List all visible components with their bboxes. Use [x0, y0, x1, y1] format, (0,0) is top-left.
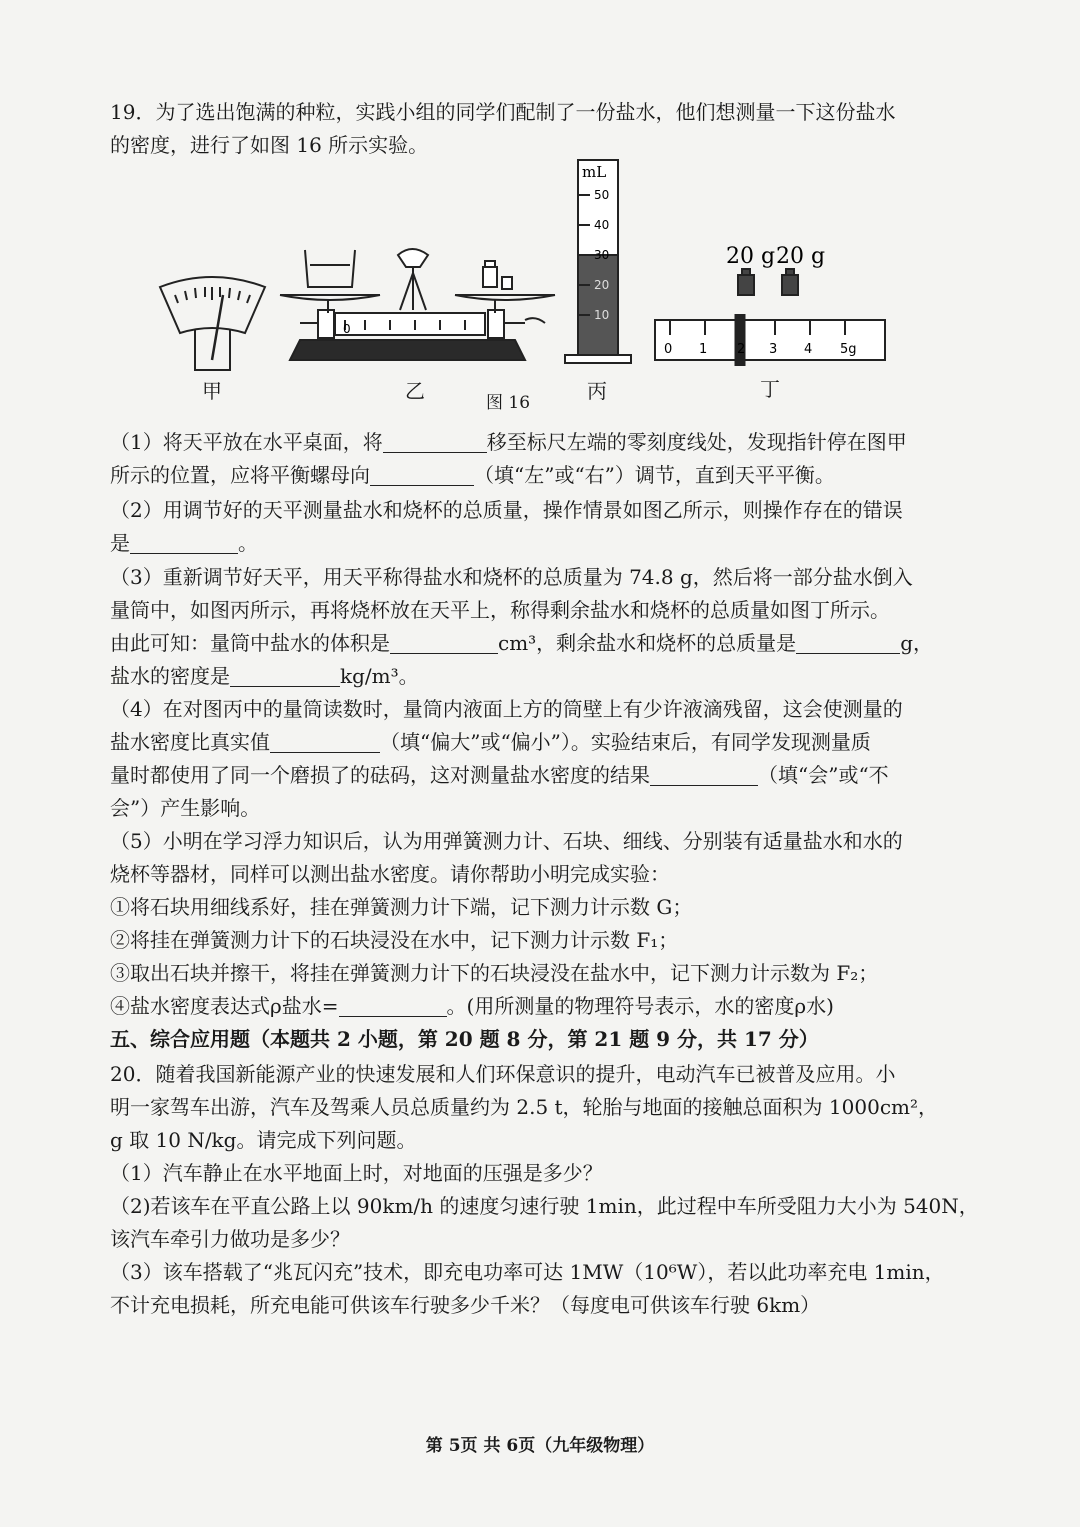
q19-part5-line-2: 烧杯等器材，同样可以测出盐水密度。请你帮助小明完成实验： — [110, 862, 670, 886]
cylinder-unit: mL — [582, 163, 607, 181]
q19-part3-line-1: （3）重新调节好天平，用天平称得盐水和烧杯的总质量为 74.8 g，然后将一部分盐水倒入 — [110, 565, 913, 589]
cylinder-tick-10: 10 — [594, 308, 610, 322]
q19-step-3: ③取出石块并擦干，将挂在弹簧测力计下的石块浸没在盐水中，记下测力计示数为 F₂； — [110, 961, 879, 985]
scale-tick-4: 4 — [804, 342, 813, 357]
figure-label-jia: 甲 — [202, 379, 222, 403]
q19-part4-line-2 — [110, 726, 980, 759]
q20-question-2-line-1: （2)若该车在平直公路上以 90km/h 的速度匀速行驶 1min，此过程中车所受阻力大小为 540N， — [110, 1194, 979, 1218]
balance-scale-zero: 0 — [343, 322, 351, 336]
figure-16 — [150, 155, 890, 413]
q19-p3-text-f: 盐水的密度是 — [110, 664, 230, 688]
answer-blank-5[interactable] — [796, 631, 900, 654]
q19-p4-text-c: （填“偏大”或“偏小”）。实验结束后，有同学发现测量质 — [380, 730, 871, 754]
figure-16-drawing — [150, 155, 890, 410]
q20-intro-line-2: 明一家驾车出游，汽车及驾乘人员总质量约为 2.5 t，轮胎与地面的接触总面积为 1000cm²， — [110, 1095, 938, 1119]
answer-blank-1[interactable] — [383, 430, 487, 453]
figure-label-ding: 丁 — [760, 377, 780, 401]
weight-label-1: 20 g — [726, 244, 776, 269]
q19-p1-text-b: 移至标尺左端的零刻度线处，发现指针停在图甲 — [486, 430, 907, 454]
q19-part3-line-2: 量筒中，如图丙所示，再将烧杯放在天平上，称得剩余盐水和烧杯的总质量如图丁所示。 — [110, 598, 890, 622]
q19-part2-line-1: （2）用调节好的天平测量盐水和烧杯的总质量，操作情景如图乙所示，则操作存在的错误 — [110, 498, 903, 522]
q19-s4-text-b: 。(用所测量的物理符号表示，水的密度ρ水) — [446, 994, 834, 1018]
q20-intro-line-1: 20．随着我国新能源产业的快速发展和人们环保意识的提升，电动汽车已被普及应用。小 — [110, 1062, 896, 1086]
scale-tick-3: 3 — [769, 342, 778, 357]
q19-step-2: ②将挂在弹簧测力计下的石块浸没在水中，记下测力计示数 F₁； — [110, 928, 679, 952]
q19-p1-text-a: （1）将天平放在水平桌面，将 — [110, 430, 383, 454]
q19-step-1: ①将石块用细线系好，挂在弹簧测力计下端，记下测力计示数 G； — [110, 895, 693, 919]
answer-blank-7[interactable] — [270, 730, 380, 753]
cylinder-tick-30: 30 — [594, 248, 610, 262]
figure-caption: 图 16 — [486, 393, 531, 413]
q19-p4-text-e: （填“会”或“不 — [758, 763, 889, 787]
balance-pointer-dial — [160, 277, 265, 370]
q19-p3-text-e: g， — [900, 631, 933, 655]
cylinder-tick-20: 20 — [594, 278, 610, 292]
cylinder-tick-50: 50 — [594, 188, 610, 202]
q19-p1-text-d: （填“左”或“右”）调节，直到天平平衡。 — [474, 463, 835, 487]
answer-blank-6[interactable] — [230, 664, 340, 687]
q20-intro-line-3: g 取 10 N/kg。请完成下列问题。 — [110, 1128, 417, 1152]
section-5-heading: 五、综合应用题（本题共 2 小题，第 20 题 8 分，第 21 题 9 分，共 17 分） — [110, 1027, 819, 1051]
q19-p3-text-g: kg/m³。 — [340, 664, 419, 688]
answer-blank-3[interactable] — [130, 531, 238, 554]
q19-p3-text-d: cm³，剩余盐水和烧杯的总质量是 — [498, 631, 797, 655]
weight-label-2: 20 g — [776, 244, 826, 269]
scale-tick-5g: 5g — [840, 342, 857, 357]
q19-p2-text-b: 是 — [110, 531, 130, 555]
q19-p2-text-c: 。 — [238, 531, 258, 555]
q19-part4-line-4: 会”）产生影响。 — [110, 796, 261, 820]
q19-p3-text-c: 由此可知：量筒中盐水的体积是 — [110, 631, 390, 655]
q19-part2-line-2 — [110, 527, 980, 560]
q19-intro-line-1: 19．为了选出饱满的种粒，实践小组的同学们配制了一份盐水，他们想测量一下这份盐水 — [110, 100, 896, 124]
q19-part1-line-1 — [110, 426, 980, 459]
figure-label-bing: 丙 — [587, 379, 607, 403]
q19-part4-line-1: （4）在对图丙中的量筒读数时，量筒内液面上方的筒壁上有少许液滴残留，这会使测量的 — [110, 697, 903, 721]
q19-s4-text-a: ④盐水密度表达式ρ盐水= — [110, 994, 339, 1018]
rider-scale — [655, 315, 885, 365]
figure-label-yi: 乙 — [405, 379, 425, 403]
q19-part1-line-2 — [110, 459, 980, 492]
scale-tick-1: 1 — [699, 342, 708, 357]
q19-p4-text-b: 盐水密度比真实值 — [110, 730, 270, 754]
balance-with-beaker — [280, 249, 555, 360]
answer-blank-8[interactable] — [650, 763, 758, 786]
answer-blank-2[interactable] — [370, 463, 474, 486]
q19-p1-text-c: 所示的位置，应将平衡螺母向 — [110, 463, 370, 487]
scale-rider — [736, 315, 745, 365]
q20-question-2-line-2: 该汽车牵引力做功是多少？ — [110, 1227, 350, 1251]
page-footer: 第 5页 共 6页（九年级物理） — [425, 1436, 655, 1456]
q19-part3-line-4 — [110, 660, 980, 693]
scale-tick-2: 2 — [737, 342, 746, 357]
q20-question-1: （1）汽车静止在水平地面上时，对地面的压强是多少？ — [110, 1161, 603, 1185]
q19-intro-line-2: 的密度，进行了如图 16 所示实验。 — [110, 133, 429, 157]
q19-p4-text-d: 量时都使用了同一个磨损了的砝码，这对测量盐水密度的结果 — [110, 763, 650, 787]
q19-part4-line-3 — [110, 759, 980, 792]
q20-question-3-line-1: （3）该车搭载了“兆瓦闪充”技术，即充电功率可达 1MW（10⁶W），若以此功率充电 1min， — [110, 1260, 945, 1284]
answer-blank-9[interactable] — [339, 994, 447, 1017]
q20-question-3-line-2: 不计充电损耗，所充电能可供该车行驶多少千米？（每度电可供该车行驶 6km） — [110, 1293, 821, 1317]
answer-blank-4[interactable] — [390, 631, 498, 654]
cylinder-tick-40: 40 — [594, 218, 610, 232]
q19-part5-line-1: （5）小明在学习浮力知识后，认为用弹簧测力计、石块、细线、分别装有适量盐水和水的 — [110, 829, 903, 853]
q19-step-4 — [110, 990, 980, 1023]
weights — [738, 269, 798, 295]
q19-part3-line-3 — [110, 627, 980, 660]
scale-tick-0: 0 — [664, 342, 673, 357]
